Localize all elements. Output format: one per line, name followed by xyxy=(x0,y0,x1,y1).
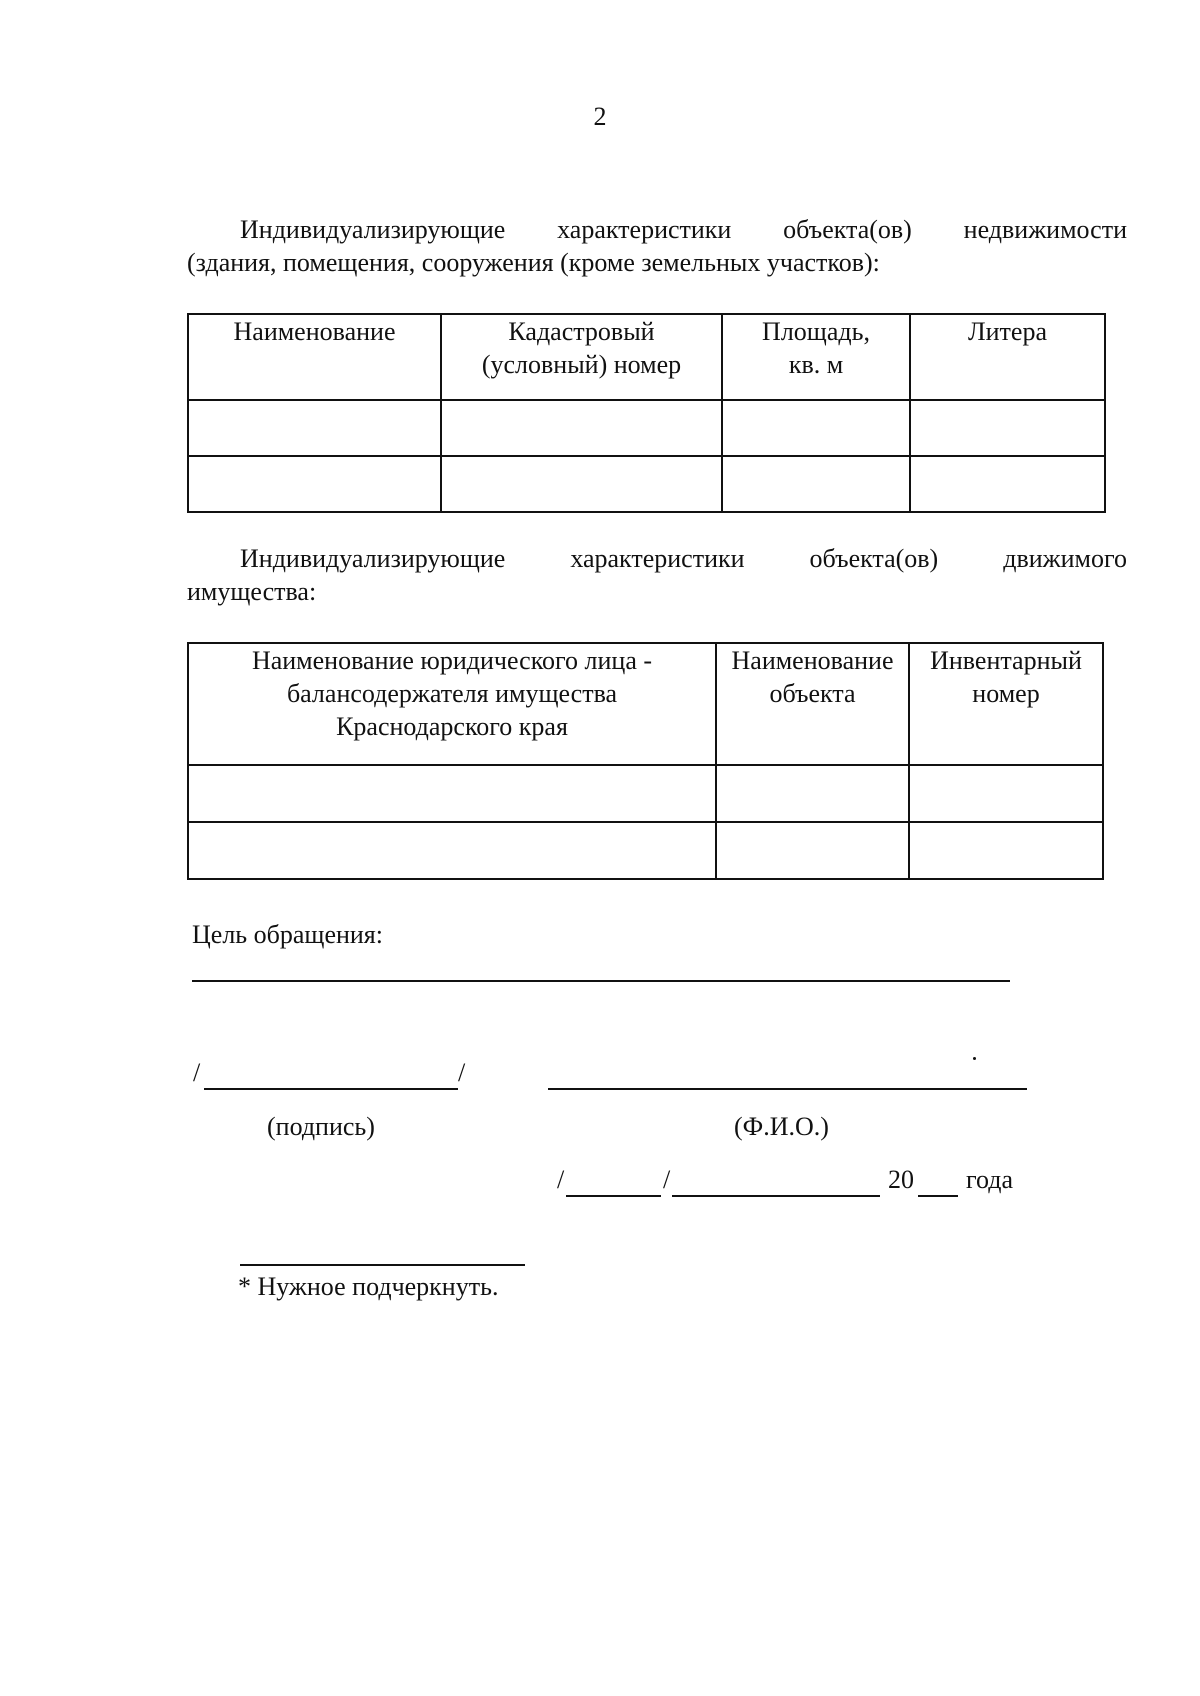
movable-heading-line1: Индивидуализирующие характеристики объекта(ов) движимого xyxy=(240,544,1127,573)
date-month-line[interactable] xyxy=(672,1195,880,1197)
table-cell[interactable] xyxy=(716,822,909,879)
movable-table xyxy=(187,642,1104,880)
table-cell[interactable] xyxy=(188,456,441,512)
table-cell[interactable] xyxy=(441,400,722,456)
column-header-inventory-number: Инвентарный номер xyxy=(909,643,1103,765)
real-estate-table xyxy=(187,313,1106,513)
column-header-legal-entity: Наименование юридического лица - балансодержателя имущества Краснодарского края xyxy=(188,643,716,765)
table-cell[interactable] xyxy=(441,456,722,512)
date-suffix: года xyxy=(966,1165,1014,1194)
date-century: 20 xyxy=(888,1165,914,1194)
stray-mark xyxy=(973,1057,976,1060)
date-year-line[interactable] xyxy=(918,1195,958,1197)
page-number: 2 xyxy=(593,102,607,131)
name-caption: (Ф.И.О.) xyxy=(734,1112,829,1141)
name-line[interactable] xyxy=(548,1088,1027,1090)
table-cell[interactable] xyxy=(909,822,1103,879)
real-estate-heading-line2: (здания, помещения, сооружения (кроме земельных участков): xyxy=(187,248,880,277)
table-cell[interactable] xyxy=(716,765,909,822)
table-cell[interactable] xyxy=(722,456,910,512)
table-row xyxy=(188,456,1105,512)
date-slash-2: / xyxy=(663,1165,671,1194)
movable-heading xyxy=(187,542,1127,608)
table-cell[interactable] xyxy=(910,456,1105,512)
signature-line[interactable] xyxy=(204,1088,458,1090)
table-cell[interactable] xyxy=(188,822,716,879)
table-cell[interactable] xyxy=(188,400,441,456)
signature-slash-right: / xyxy=(458,1058,466,1087)
column-header-name: Наименование xyxy=(188,314,441,400)
real-estate-heading xyxy=(187,213,1127,279)
real-estate-heading-line1: Индивидуализирующие характеристики объекта(ов) недвижимости xyxy=(240,215,1127,244)
table-row xyxy=(188,822,1103,879)
date-slash-1: / xyxy=(557,1165,565,1194)
table-cell[interactable] xyxy=(909,765,1103,822)
date-day-line[interactable] xyxy=(566,1195,661,1197)
purpose-label: Цель обращения: xyxy=(192,920,383,949)
footnote: * Нужное подчеркнуть. xyxy=(238,1272,499,1301)
table-cell[interactable] xyxy=(722,400,910,456)
signature-slash-left: / xyxy=(193,1058,201,1087)
signature-caption: (подпись) xyxy=(267,1112,375,1141)
column-header-object-name: Наименование объекта xyxy=(716,643,909,765)
column-header-cadastral-number: Кадастровый (условный) номер xyxy=(441,314,722,400)
table-cell[interactable] xyxy=(188,765,716,822)
table-header-row xyxy=(188,643,1103,765)
table-header-row xyxy=(188,314,1105,400)
table-row xyxy=(188,765,1103,822)
purpose-input-line[interactable] xyxy=(192,980,1010,982)
table-cell[interactable] xyxy=(910,400,1105,456)
movable-heading-line2: имущества: xyxy=(187,577,317,606)
footnote-separator xyxy=(240,1264,525,1266)
column-header-area: Площадь, кв. м xyxy=(722,314,910,400)
table-row xyxy=(188,400,1105,456)
column-header-litera: Литера xyxy=(910,314,1105,400)
